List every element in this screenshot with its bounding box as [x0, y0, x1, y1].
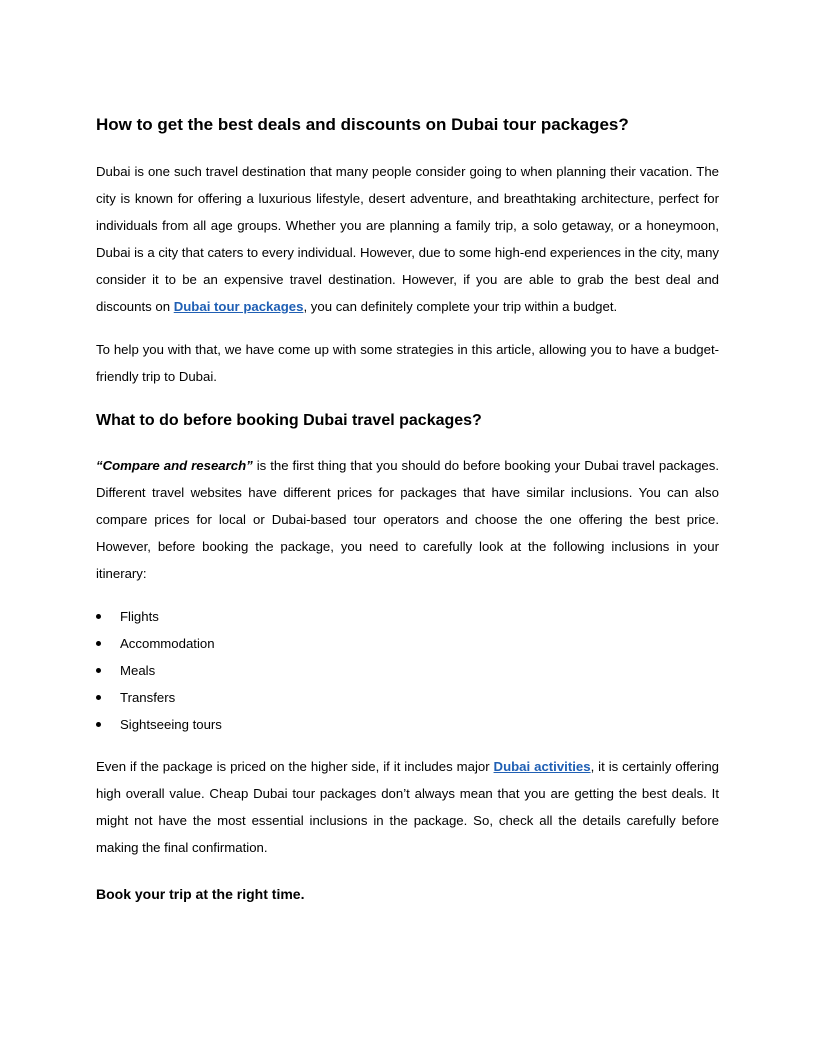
list-item — [96, 711, 222, 738]
list-item — [96, 657, 222, 684]
help-paragraph: To help you with that, we have come up with some strategies in this article, allowing you to have a budget-friendly trip to Dubai. — [96, 342, 719, 384]
list-item — [96, 603, 222, 630]
list-item-label: Accommodation — [120, 636, 215, 651]
compare-research-emphasis: “Compare and research” — [96, 458, 253, 473]
intro-text-before-link: Dubai is one such travel destination that many people consider going to when planning their vacation. The city is known for offering a luxurious lifestyle, desert adventure, and breathtaking architecture, perfect for individuals from all age groups. Whether you are planning a family trip, a solo getaway, or a honeymoon, Dubai is a city that caters to every individual. However, due to some high-end experiences in the city, many consider it to be an expensive travel destination. However, if you are able to grab the best deal and discounts on — [96, 164, 719, 314]
bullet-icon — [96, 695, 101, 700]
inclusions-list — [96, 603, 222, 738]
value-text-after-link: , it is certainly offering high overall value. Cheap Dubai tour packages don’t always mean that you are getting the best deals. It might not have the most essential inclusions in the package. So, check all the details carefully before making the final confirmation. — [96, 759, 719, 855]
dubai-activities-link[interactable]: Dubai activities — [493, 759, 591, 774]
list-item-label: Flights — [120, 609, 159, 624]
list-item-label: Transfers — [120, 690, 176, 705]
list-item-label: Sightseeing tours — [120, 717, 222, 732]
list-item — [96, 630, 222, 657]
value-paragraph — [96, 753, 719, 861]
bullet-icon — [96, 614, 101, 619]
page-title: How to get the best deals and discounts on Dubai tour packages? — [96, 115, 629, 134]
compare-paragraph — [96, 452, 719, 587]
intro-text-after-link: , you can definitely complete your trip within a budget. — [303, 299, 618, 314]
bullet-icon — [96, 668, 101, 673]
section-heading-before-booking: What to do before booking Dubai travel packages? — [96, 412, 482, 429]
bullet-icon — [96, 641, 101, 646]
list-item — [96, 684, 222, 711]
bullet-icon — [96, 722, 101, 727]
section-heading-right-time: Book your trip at the right time. — [96, 886, 305, 902]
intro-paragraph — [96, 158, 719, 320]
dubai-tour-packages-link[interactable]: Dubai tour packages — [173, 299, 304, 314]
list-item-label: Meals — [120, 663, 156, 678]
value-text-before-link: Even if the package is priced on the higher side, if it includes major — [96, 759, 494, 774]
compare-paragraph-text: is the first thing that you should do before booking your Dubai travel packages. Different travel websites have different prices for packages that have similar inclusions. You can also compare prices for local or Dubai-based tour operators and choose the one offering the best price. However, before booking the package, you need to carefully look at the following inclusions in your itinerary: — [96, 458, 719, 581]
